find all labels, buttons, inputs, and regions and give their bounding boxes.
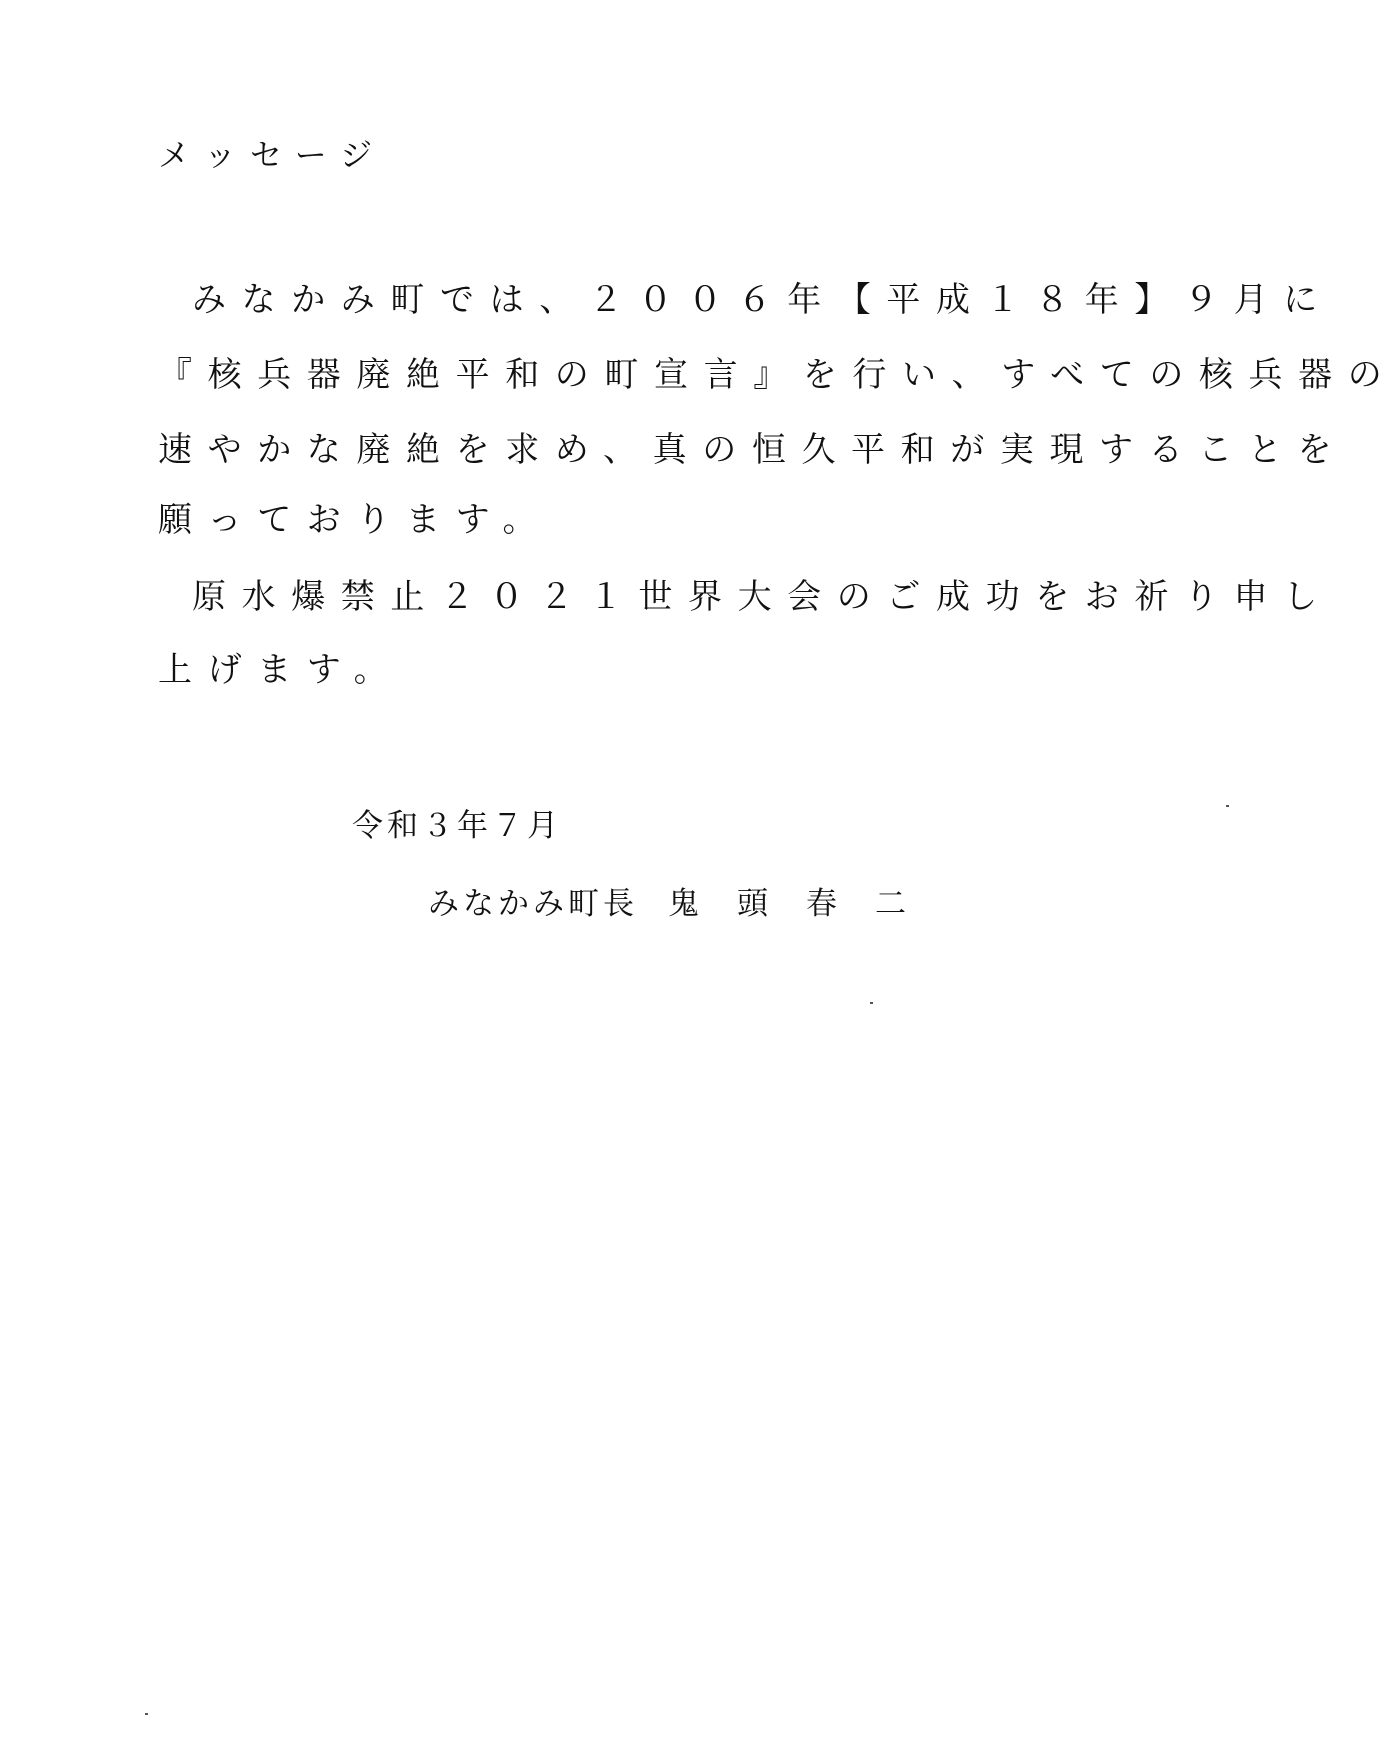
body-line-3: 速やかな廃絶を求め、真の恒久平和が実現することを [158, 430, 1348, 470]
body-line-1: みなかみ町では、２００６年【平成１８年】９月に [192, 280, 1333, 320]
body-line-6: 上げます。 [158, 650, 404, 690]
scan-speck [1226, 805, 1229, 807]
body-line-5: 原水爆禁止２０２１世界大会のご成功をお祈り申し [192, 577, 1333, 617]
body-line-2: 『核兵器廃絶平和の町宣言』を行い、すべての核兵器の [158, 355, 1397, 395]
body-line-4: 願っております。 [158, 500, 553, 540]
date-line: 令和３年７月 [352, 808, 562, 844]
signature-line [428, 878, 944, 923]
signature-title: みなかみ町長 [428, 886, 638, 922]
scan-speck [145, 1713, 148, 1715]
message-heading: メッセージ [158, 136, 387, 174]
signature-name: 鬼頭春二 [668, 886, 944, 922]
scan-speck [870, 1002, 873, 1004]
